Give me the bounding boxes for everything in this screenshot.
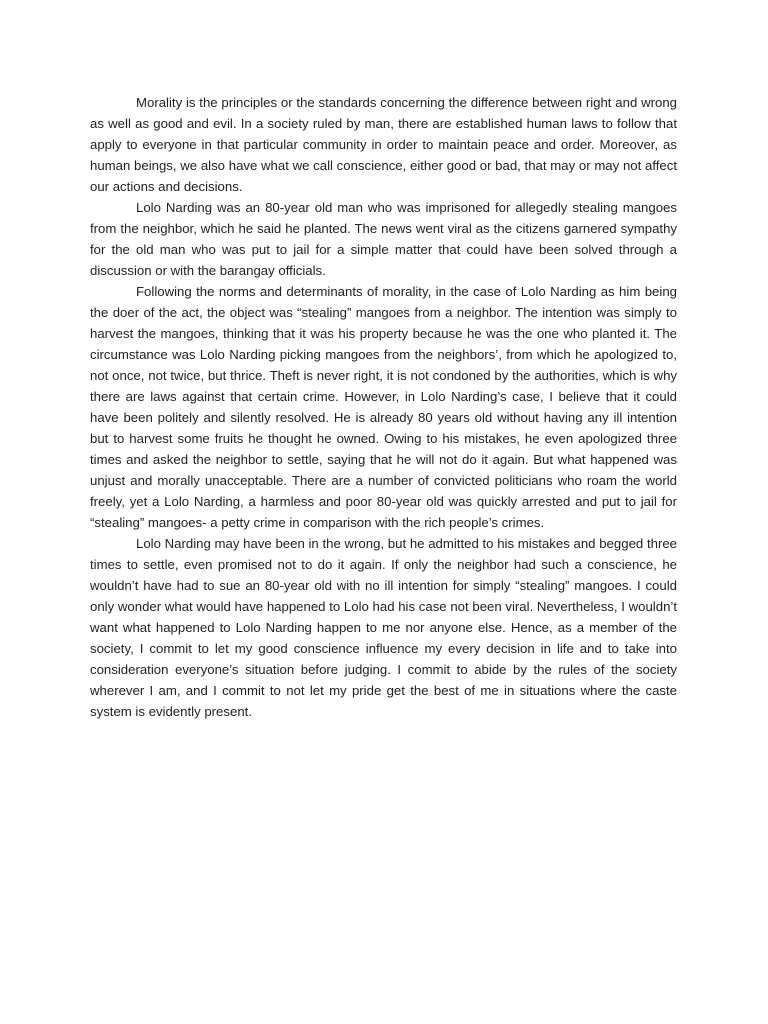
paragraph-morality-definition: Morality is the principles or the standards concerning the difference between right and wrong as well as good and evil. In a society ruled by man, there are established human laws to follow that apply to everyone in that particular community in order to maintain peace and order. Moreover, as human beings, we also have what we call conscience, either good or bad, that may or may not affect our actions and decisions. bbox=[90, 95, 677, 194]
paragraph-lolo-narding-case: Lolo Narding was an 80-year old man who was imprisoned for allegedly stealing mangoes from the neighbor, which he said he planted. The news went viral as the citizens garnered sympathy for the old man who was put to jail for a simple matter that could have been solved through a discussion or with the barangay officials. bbox=[90, 200, 677, 278]
paragraph-commitment: Lolo Narding may have been in the wrong, but he admitted to his mistakes and begged three times to settle, even promised not to do it again. If only the neighbor had such a conscience, he wouldn’t have had to sue an 80-year old with no ill intention for simply “stealing” mangoes. I could only wonder what would have happened to Lolo had his case not been viral. Nevertheless, I wouldn’t want what happened to Lolo Narding happen to me nor anyone else. Hence, as a member of the society, I commit to let my good conscience influence my every decision in life and to take into consideration everyone’s situation before judging. I commit to abide by the rules of the society wherever I am, and I commit to not let my pride get the best of me in situations where the caste system is evidently present. bbox=[90, 536, 677, 719]
essay-body bbox=[90, 92, 677, 722]
paragraph-morality-analysis: Following the norms and determinants of morality, in the case of Lolo Narding as him being the doer of the act, the object was “stealing” mangoes from a neighbor. The intention was simply to harvest the mangoes, thinking that it was his property because he was the one who planted it. The circumstance was Lolo Narding picking mangoes from the neighbors’, from which he apologized to, not once, not twice, but thrice. Theft is never right, it is not condoned by the authorities, which is why there are laws against that certain crime. However, in Lolo Narding’s case, I believe that it could have been politely and silently resolved. He is already 80 years old without having any ill intention but to harvest some fruits he thought he owned. Owing to his mistakes, he even apologized three times and asked the neighbor to settle, saying that he will not do it again. But what happened was unjust and morally unacceptable. There are a number of convicted politicians who roam the world freely, yet a Lolo Narding, a harmless and poor 80-year old was quickly arrested and put to jail for “stealing” mangoes- a petty crime in comparison with the rich people’s crimes. bbox=[90, 284, 677, 530]
